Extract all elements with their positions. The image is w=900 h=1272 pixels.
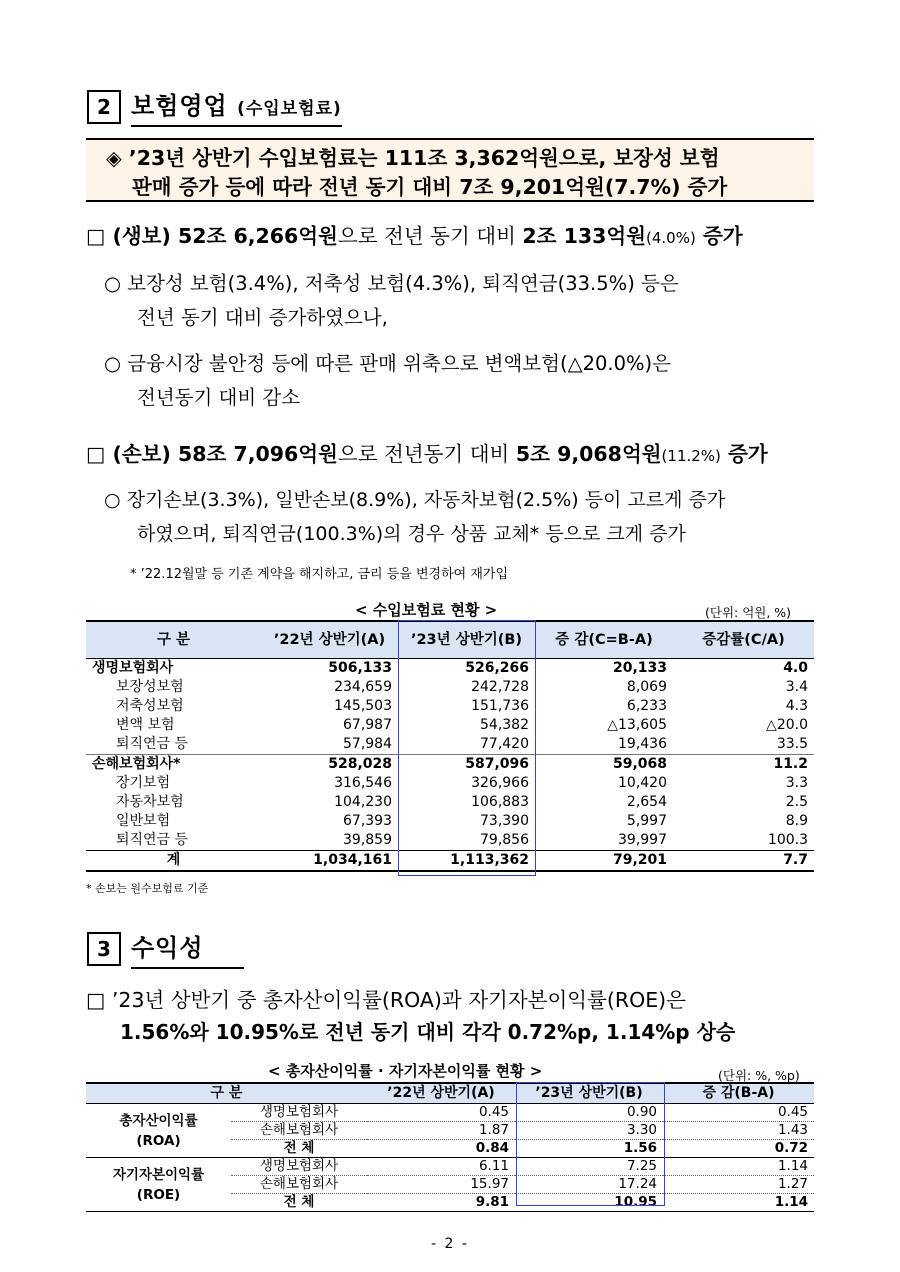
premium-table xyxy=(86,620,814,872)
cell-change: 0.72 xyxy=(663,1140,814,1158)
row-label: 저축성보험 xyxy=(116,698,184,714)
cell-change: 19,436 xyxy=(618,736,667,752)
table2-caption: < 총자산이익률 · 자기자본이익률 현황 > xyxy=(268,1062,543,1080)
row-label: 전 체 xyxy=(231,1194,367,1212)
section-number: 3 xyxy=(87,932,121,966)
table1-header-y22: ’22년 상반기(A) xyxy=(261,621,398,659)
life-heading-d: (4.0%) xyxy=(646,229,696,247)
cell-y23: 326,966 xyxy=(471,775,529,791)
cell-y22: 316,546 xyxy=(334,775,392,791)
cell-rate: 3.3 xyxy=(785,775,808,791)
cell-change: △13,605 xyxy=(607,717,667,733)
row-label: 손해보험회사 xyxy=(231,1176,367,1194)
summary-box xyxy=(86,138,814,202)
cell-rate: 3.4 xyxy=(785,679,808,695)
life-bullet-1-line-1: ○ 보장성 보험(3.4%), 저축성 보험(4.3%), 퇴직연금(33.5%) 등은 xyxy=(104,272,679,295)
cell-y23: 526,266 xyxy=(465,660,529,676)
cell-y23: 7.25 xyxy=(515,1158,663,1176)
row-label: 계 xyxy=(86,851,261,872)
cell-y23: 151,736 xyxy=(471,698,529,714)
section-3-heading xyxy=(87,928,244,969)
cell-y23: 77,420 xyxy=(480,736,529,752)
cell-change: 1.43 xyxy=(663,1122,814,1140)
nonlife-heading-e: 증가 xyxy=(720,442,768,466)
cell-change: 8,069 xyxy=(626,679,667,695)
cell-y23: 587,096 xyxy=(398,755,535,775)
life-heading xyxy=(86,222,743,253)
cell-change: 5,997 xyxy=(626,813,667,829)
row-label: 자동차보험 xyxy=(116,794,184,810)
cell-rate: 33.5 xyxy=(776,736,808,752)
life-heading-e: 증가 xyxy=(695,224,743,248)
life-bullet-2-line-2: 전년동기 대비 감소 xyxy=(137,386,301,409)
cell-rate: 4.3 xyxy=(785,698,808,714)
cell-rate: 11.2 xyxy=(673,755,814,775)
cell-change: 1.14 xyxy=(663,1158,814,1176)
table-row xyxy=(86,831,814,851)
row-label: 생명보험회사 xyxy=(231,1158,367,1176)
row-label: 생명보험회사 xyxy=(231,1104,367,1122)
cell-y23: 54,382 xyxy=(480,717,529,733)
cell-y22: 0.45 xyxy=(367,1104,515,1122)
row-label: 손해보험회사 xyxy=(231,1122,367,1140)
cell-rate: 4.0 xyxy=(783,660,808,676)
cell-change: 79,201 xyxy=(535,851,673,872)
table2-header-change: 증 감(B-A) xyxy=(663,1083,814,1104)
cell-change: 10,420 xyxy=(618,775,667,791)
table1-footnote: * 손보는 원수보험료 기준 xyxy=(86,882,209,895)
section-number: 2 xyxy=(87,90,121,124)
cell-change: 2,654 xyxy=(626,794,667,810)
life-heading-c: 2조 133억원 xyxy=(522,224,647,248)
table-row xyxy=(86,1104,814,1122)
profit-line-2: 1.56%와 10.95%로 전년 동기 대비 각각 0.72%p, 1.14%p 상승 xyxy=(120,1020,736,1044)
table-total-row xyxy=(86,851,814,872)
cell-y22: 1,034,161 xyxy=(261,851,398,872)
section-title xyxy=(131,928,244,969)
row-label: 변액 보험 xyxy=(116,717,175,733)
cell-y22: 104,230 xyxy=(334,794,392,810)
table2-unit: (단위: %, %p) xyxy=(718,1068,800,1083)
nonlife-footnote: * ’22.12월말 등 기존 계약을 해지하고, 금리 등을 변경하여 재가입 xyxy=(130,567,509,582)
row-label: 장기보험 xyxy=(116,775,171,791)
table-row xyxy=(86,793,814,812)
table1-unit: (단위: 억원, %) xyxy=(705,605,792,620)
cell-y22: 9.81 xyxy=(367,1194,515,1212)
cell-y22: 528,028 xyxy=(261,755,398,775)
table2-header-category: 구 분 xyxy=(86,1083,367,1104)
nonlife-heading-c: 5조 9,068억원 xyxy=(515,442,662,466)
table-row xyxy=(86,755,814,775)
cell-y22: 1.87 xyxy=(367,1122,515,1140)
table-row xyxy=(86,716,814,735)
row-label: 생명보험회사 xyxy=(92,660,174,676)
table-row xyxy=(86,812,814,831)
table-row xyxy=(86,1158,814,1176)
group-label-roa xyxy=(86,1104,231,1158)
table1-header-category: 구 분 xyxy=(86,621,261,659)
section-title-text: 수익성 xyxy=(131,934,204,962)
group-label-line-1: 자기자본이익률 xyxy=(112,1166,205,1183)
table-row xyxy=(86,697,814,716)
cell-y22: 145,503 xyxy=(334,698,392,714)
cell-y22: 67,987 xyxy=(343,717,392,733)
nonlife-heading-b: 으로 전년동기 대비 xyxy=(337,442,516,466)
section-subtitle: (수입보험료) xyxy=(237,99,342,119)
cell-change: 59,068 xyxy=(535,755,673,775)
cell-y23: 1,113,362 xyxy=(398,851,535,872)
cell-change: 6,233 xyxy=(626,698,667,714)
cell-change: 20,133 xyxy=(612,660,667,676)
group-label-roe xyxy=(86,1158,231,1212)
table1-header-change: 증 감(C=B-A) xyxy=(535,621,673,659)
cell-y23: 242,728 xyxy=(471,679,529,695)
cell-y22: 57,984 xyxy=(343,736,392,752)
life-heading-b: 으로 전년 동기 대비 xyxy=(337,224,523,248)
cell-y23: 106,883 xyxy=(471,794,529,810)
cell-change: 1.27 xyxy=(663,1176,814,1194)
cell-y22: 506,133 xyxy=(328,660,392,676)
table1-header-rate: 증감률(C/A) xyxy=(673,621,814,659)
section-title xyxy=(131,86,342,127)
table1-header-y23: ’23년 상반기(B) xyxy=(398,621,535,659)
cell-rate: 100.3 xyxy=(767,832,808,848)
life-bullet-1-line-2: 전년 동기 대비 증가하였으나, xyxy=(137,306,388,329)
summary-line-2: 판매 증가 등에 따라 전년 동기 대비 7조 9,201억원(7.7%) 증가 xyxy=(132,175,728,199)
cell-y22: 0.84 xyxy=(367,1140,515,1158)
cell-y23: 73,390 xyxy=(480,813,529,829)
cell-y23: 79,856 xyxy=(480,832,529,848)
nonlife-bullet-1-line-2: 하였으며, 퇴직연금(100.3%)의 경우 상품 교체* 등으로 크게 증가 xyxy=(137,523,686,545)
cell-rate: 7.7 xyxy=(673,851,814,872)
table-row xyxy=(86,735,814,755)
summary-line-1: ◈ ’23년 상반기 수입보험료는 111조 3,362억원으로, 보장성 보험 xyxy=(106,146,720,170)
cell-y23: 17.24 xyxy=(515,1176,663,1194)
profit-line-1: □ ’23년 상반기 중 총자산이익률(ROA)과 자기자본이익률(ROE)은 xyxy=(86,988,686,1012)
row-label: 전 체 xyxy=(231,1140,367,1158)
life-heading-a: □ (생보) 52조 6,266억원 xyxy=(86,224,338,248)
cell-change: 0.45 xyxy=(663,1104,814,1122)
nonlife-heading-d: (11.2%) xyxy=(661,447,721,465)
nonlife-heading-a: □ (손보) 58조 7,096억원 xyxy=(86,442,338,466)
row-label: 퇴직연금 등 xyxy=(116,832,189,848)
section-title-text: 보험영업 xyxy=(131,92,228,120)
table2-header-y23: ’23년 상반기(B) xyxy=(515,1083,663,1104)
table-row xyxy=(86,774,814,793)
cell-y22: 15.97 xyxy=(367,1176,515,1194)
cell-rate: 8.9 xyxy=(785,813,808,829)
cell-y22: 234,659 xyxy=(334,679,392,695)
row-label: 보장성보험 xyxy=(116,679,184,695)
section-2-heading xyxy=(87,86,342,127)
group-label-line-2: (ROA) xyxy=(136,1132,181,1149)
cell-change: 39,997 xyxy=(618,832,667,848)
group-label-line-2: (ROE) xyxy=(136,1186,181,1203)
row-label: 퇴직연금 등 xyxy=(116,736,189,752)
cell-change: 1.14 xyxy=(663,1194,814,1212)
nonlife-heading xyxy=(86,440,768,471)
nonlife-bullet-1-line-1: ○ 장기손보(3.3%), 일반손보(8.9%), 자동차보험(2.5%) 등이 고르게 증가 xyxy=(104,489,726,511)
cell-y23: 10.95 xyxy=(515,1194,663,1212)
cell-rate: 2.5 xyxy=(785,794,808,810)
cell-y22: 39,859 xyxy=(343,832,392,848)
table2-header-y22: ’22년 상반기(A) xyxy=(367,1083,515,1104)
table-row xyxy=(86,678,814,697)
profitability-table xyxy=(86,1082,814,1212)
row-label: 손해보험회사* xyxy=(86,755,261,775)
life-bullet-2-line-1: ○ 금융시장 불안정 등에 따른 판매 위축으로 변액보험(△20.0%)은 xyxy=(104,352,671,375)
cell-y23: 1.56 xyxy=(515,1140,663,1158)
row-label: 일반보험 xyxy=(116,813,171,829)
cell-rate: △20.0 xyxy=(766,717,808,733)
table-row xyxy=(86,659,814,679)
table1-caption: < 수입보험료 현황 > xyxy=(355,601,498,619)
cell-y22: 67,393 xyxy=(343,813,392,829)
cell-y23: 0.90 xyxy=(515,1104,663,1122)
cell-y22: 6.11 xyxy=(367,1158,515,1176)
cell-y23: 3.30 xyxy=(515,1122,663,1140)
page-number: - 2 - xyxy=(431,1236,469,1252)
group-label-line-1: 총자산이익률 xyxy=(119,1112,198,1129)
